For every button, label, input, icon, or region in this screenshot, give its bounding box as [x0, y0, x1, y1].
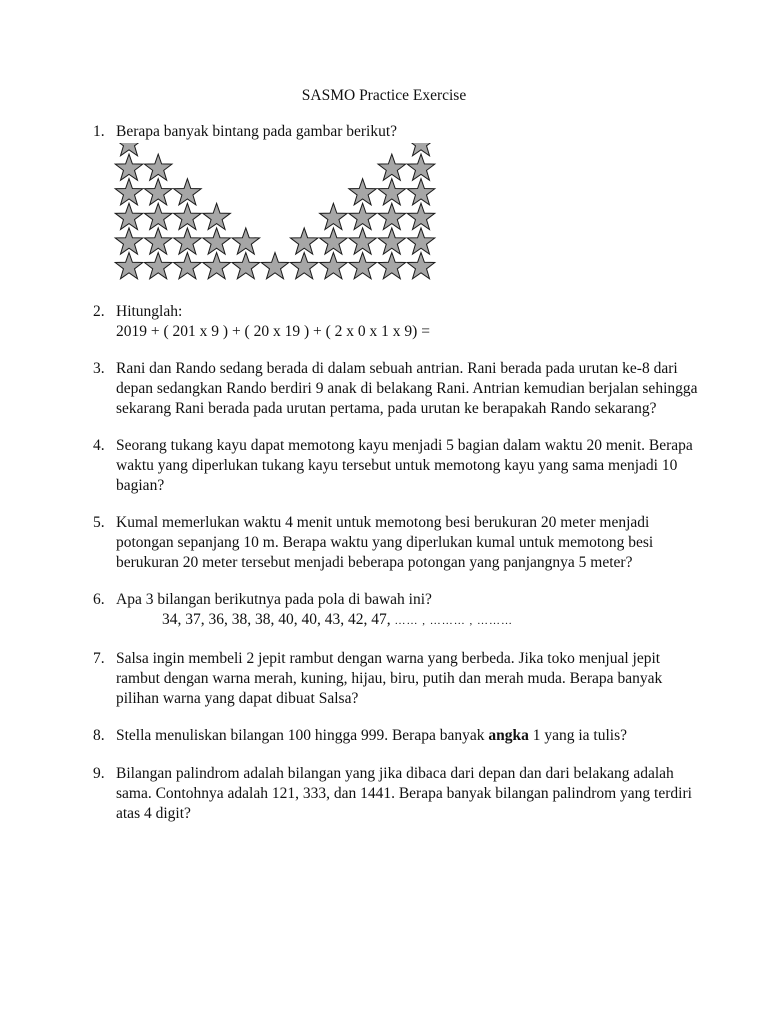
star-icon — [144, 154, 172, 180]
question-number: 9. — [93, 765, 105, 782]
star-icon — [232, 228, 260, 254]
star-icon — [115, 154, 143, 180]
star-icon — [407, 203, 435, 229]
star-icon — [203, 253, 231, 279]
star-icon — [407, 179, 435, 205]
question-line: sama. Contohnya adalah 121, 333, dan 1441. Berapa banyak bilangan palindrom yang terdiri — [116, 785, 692, 802]
star-figure — [112, 143, 437, 283]
question-number: 8. — [93, 727, 105, 744]
star-icon — [378, 203, 406, 229]
question-number: 6. — [93, 591, 105, 608]
question-line: pilihan warna yang dapat dibuat Salsa? — [116, 690, 359, 707]
question-5 — [93, 513, 713, 573]
question-9 — [93, 764, 713, 824]
star-icon — [115, 228, 143, 254]
star-icon — [203, 228, 231, 254]
star-icon — [320, 253, 348, 279]
question-6 — [93, 590, 713, 631]
question-8 — [93, 726, 713, 746]
question-number: 2. — [93, 303, 105, 320]
star-icon — [349, 253, 377, 279]
question-line: sekarang Rani berada pada urutan pertama, pada urutan ke berapakah Rando sekarang? — [116, 400, 657, 417]
question-line: 2019 + ( 201 x 9 ) + ( 20 x 19 ) + ( 2 x 0 x 1 x 9) = — [116, 323, 430, 340]
star-icon — [115, 179, 143, 205]
star-icon — [349, 179, 377, 205]
page-title: SASMO Practice Exercise — [301, 87, 467, 104]
star-icon — [320, 228, 348, 254]
question-line: atas 4 digit? — [116, 805, 191, 822]
question-line: berukuran 20 meter tersebut menjadi beberapa potongan yang panjangnya 5 meter? — [116, 554, 633, 571]
star-icon — [115, 253, 143, 279]
star-icon — [378, 179, 406, 205]
star-icon — [378, 228, 406, 254]
star-icon — [174, 203, 202, 229]
question-2 — [93, 302, 713, 342]
star-icon — [144, 203, 172, 229]
star-icon — [378, 253, 406, 279]
star-icon — [144, 253, 172, 279]
star-icon — [261, 253, 289, 279]
star-icon — [407, 253, 435, 279]
question-line: Bilangan palindrom adalah bilangan yang jika dibaca dari depan dan dari belakang adalah — [116, 765, 674, 782]
star-icon — [290, 253, 318, 279]
star-icon — [174, 179, 202, 205]
star-icon — [144, 179, 172, 205]
question-line: Seorang tukang kayu dapat memotong kayu menjadi 5 bagian dalam waktu 20 menit. Berapa — [116, 437, 693, 454]
question-number: 4. — [93, 437, 105, 454]
star-icon — [232, 253, 260, 279]
question-line: potongan sepanjang 10 m. Berapa waktu yang diperlukan kumal untuk memotong besi — [116, 534, 654, 551]
question-line: Hitunglah: — [116, 303, 183, 320]
star-icon — [174, 253, 202, 279]
question-7 — [93, 649, 713, 709]
number-sequence — [162, 610, 713, 631]
answer-blanks: …… , ……… , ……… — [394, 615, 513, 627]
question-number: 7. — [93, 650, 105, 667]
star-icon — [203, 203, 231, 229]
sequence-values: 34, 37, 36, 38, 38, 40, 40, 43, 42, 47, — [162, 611, 395, 628]
star-icon — [407, 228, 435, 254]
bold-word: angka — [488, 727, 529, 744]
star-icon — [144, 228, 172, 254]
question-line: Salsa ingin membeli 2 jepit rambut dengan warna yang berbeda. Jika toko menjual jepit — [116, 650, 661, 667]
question-number: 3. — [93, 360, 105, 377]
question-text: Apa 3 bilangan berikutnya pada pola di bawah ini? — [116, 591, 432, 608]
question-1 — [93, 122, 713, 142]
question-line: bagian? — [116, 477, 165, 494]
question-4 — [93, 436, 713, 496]
star-icon — [115, 203, 143, 229]
question-line: Kumal memerlukan waktu 4 menit untuk memotong besi berukuran 20 meter menjadi — [116, 514, 650, 531]
star-icon — [290, 228, 318, 254]
question-text — [116, 726, 713, 746]
star-icon — [174, 228, 202, 254]
star-icon — [407, 154, 435, 180]
question-number: 1. — [93, 123, 105, 140]
question-3 — [93, 359, 713, 419]
star-icon — [378, 154, 406, 180]
text-part: 1 yang ia tulis? — [528, 727, 627, 744]
star-icon — [320, 203, 348, 229]
question-line: depan sedangkan Rando berdiri 9 anak di belakang Rani. Antrian kemudian berjalan sehingga — [116, 380, 698, 397]
question-number: 5. — [93, 514, 105, 531]
star-icon — [349, 203, 377, 229]
star-icon — [349, 228, 377, 254]
question-text: Berapa banyak bintang pada gambar berikut? — [116, 123, 398, 140]
question-line: Rani dan Rando sedang berada di dalam sebuah antrian. Rani berada pada urutan ke-8 dari — [116, 360, 678, 377]
question-line: waktu yang diperlukan tukang kayu tersebut untuk memotong kayu yang sama menjadi 10 — [116, 457, 678, 474]
text-part: Stella menuliskan bilangan 100 hingga 999. Berapa banyak — [116, 727, 489, 744]
question-line: rambut dengan warna merah, kuning, hijau, biru, putih dan merah muda. Berapa banyak — [116, 670, 663, 687]
